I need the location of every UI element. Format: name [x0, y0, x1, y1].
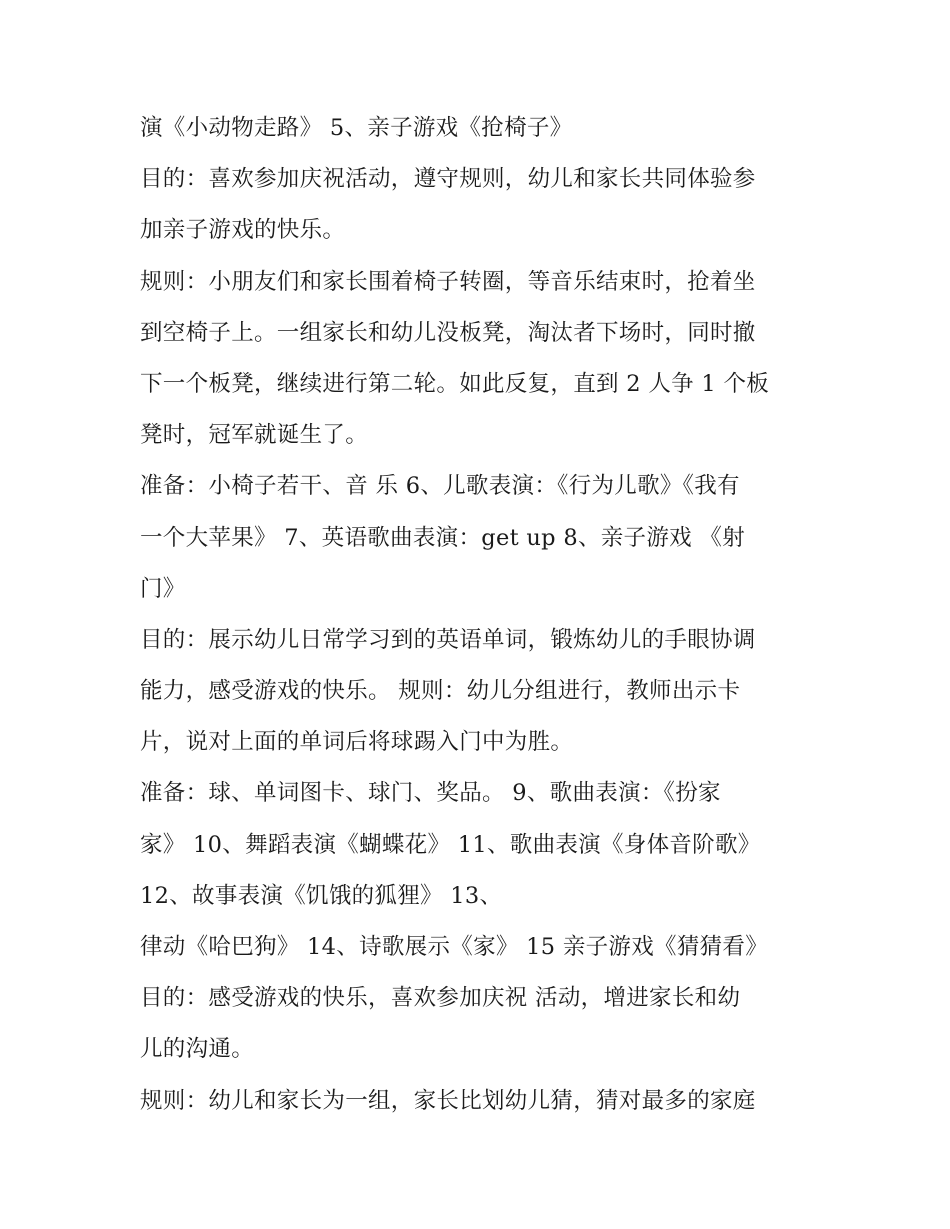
text-line: 规则：幼儿和家长为一组，家长比划幼儿猜，猜对最多的家庭: [140, 1087, 756, 1114]
text-line: 演《小动物走路》 5、亲子游戏《抢椅子》: [140, 115, 573, 141]
text-line: 家》 10、舞蹈表演《蝴蝶花》 11、歌曲表演《身体音阶歌》: [140, 831, 761, 858]
text-line: 到空椅子上。一组家长和幼儿没板凳，淘汰者下场时，同时撤: [140, 319, 756, 346]
text-line: 片，说对上面的单词后将球踢入门中为胜。: [140, 729, 574, 756]
text-line: 目的：展示幼儿日常学习到的英语单词，锻炼幼儿的手眼协调: [140, 626, 756, 653]
document-body: [140, 103, 820, 1127]
text-line: 规则：小朋友们和家长围着椅子转圈，等音乐结束时，抢着坐: [140, 268, 756, 295]
text-line: 能力，感受游戏的快乐。 规则：幼儿分组进行，教师出示卡: [140, 678, 741, 705]
text-line: 目的：喜欢参加庆祝活动，遵守规则，幼儿和家长共同体验参: [140, 166, 756, 193]
text-line: 凳时，冠军就诞生了。: [140, 422, 369, 449]
text-line: 准备：小椅子若干、音 乐 6、儿歌表演：《行为儿歌》《我有: [140, 473, 740, 500]
text-line: 目的：感受游戏的快乐，喜欢参加庆祝 活动，增进家长和幼: [140, 985, 741, 1012]
text-line: 律动《哈巴狗》 14、诗歌展示《家》 15 亲子游戏《猜猜看》: [140, 934, 769, 960]
text-line: 门》: [140, 575, 186, 602]
text-line: 12、故事表演《饥饿的狐狸》 13、: [140, 882, 503, 909]
text-line: 一个大苹果》 7、英语歌曲表演：get up 8、亲子游戏 《射: [140, 524, 745, 551]
text-line: 加亲子游戏的快乐。: [140, 217, 346, 244]
text-line: 准备：球、单词图卡、球门、奖品。 9、歌曲表演：《扮家: [140, 780, 721, 807]
text-line: 儿的沟通。: [140, 1036, 255, 1063]
text-line: 下一个板凳，继续进行第二轮。如此反复，直到 2 人争 1 个板: [140, 370, 770, 397]
